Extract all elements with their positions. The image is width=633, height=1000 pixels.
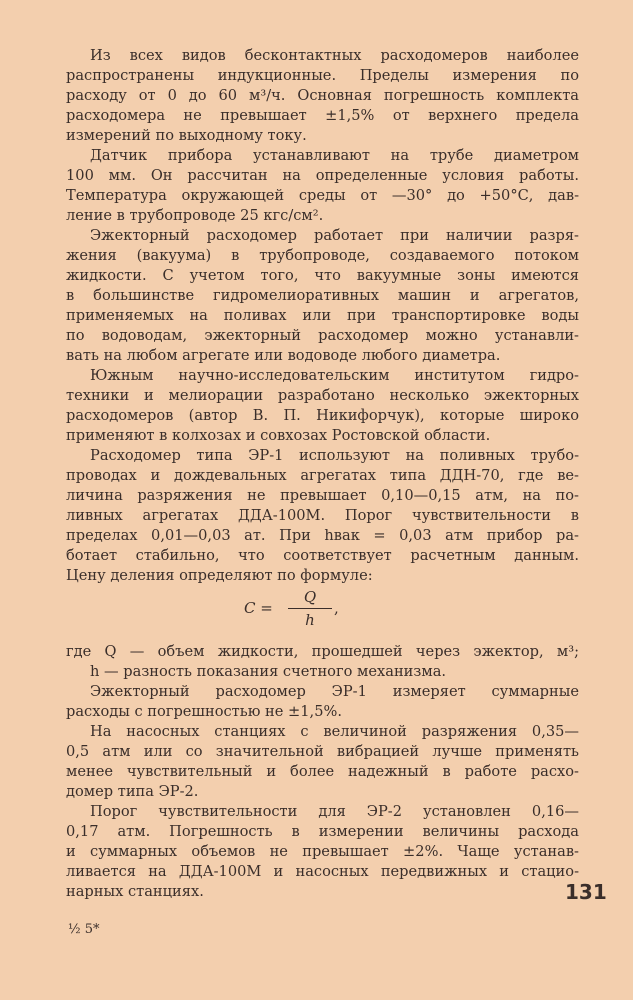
- page-number: 131: [565, 880, 607, 904]
- text-line: 0,17 атм. Погрешность в измерении величины расхода: [66, 823, 579, 840]
- text-line: расходы с погрешностью не ±1,5%.: [66, 703, 342, 720]
- page-body: [66, 46, 579, 902]
- text-line: личина разряжения не превышает 0,10—0,15 атм, на по-: [66, 487, 579, 504]
- text-line: по водоводам, эжекторный расходомер можно устанавли-: [66, 327, 579, 344]
- text-line: ливается на ДДА-100М и насосных передвижных и стацио-: [66, 863, 579, 880]
- text-line: вать на любом агрегате или водоводе любого диаметра.: [66, 347, 501, 364]
- formula-lhs: C =: [244, 599, 273, 617]
- text-line: Эжекторный расходомер работает при наличии разря-: [90, 227, 579, 244]
- text-line: расходомеров (автор В. П. Никифорчук), которые широко: [66, 407, 579, 424]
- text-line: жения (вакуума) в трубопроводе, создаваемого потоком: [66, 247, 579, 264]
- text-line: Порог чувствительности для ЭР-2 установлен 0,16—: [90, 803, 579, 820]
- text-line: распространены индукционные. Пределы измерения по: [66, 67, 579, 84]
- formula-numerator: Q: [303, 588, 317, 606]
- text-line: Расходомер типа ЭР-1 используют на поливных трубо-: [90, 447, 579, 464]
- text-line: Цену деления определяют по формуле:: [66, 567, 373, 584]
- text-line: Южным научно-исследовательским институтом гидро-: [90, 367, 579, 384]
- text-line: Из всех видов бесконтактных расходомеров наиболее: [90, 47, 579, 64]
- text-line: Эжекторный расходомер ЭР-1 измеряет суммарные: [90, 683, 579, 700]
- formula-fraction: [288, 588, 332, 629]
- text-line: жидкости. С учетом того, что вакуумные зоны имеются: [66, 267, 579, 284]
- text-line: где Q — объем жидкости, прошедшей через эжектор, м³;: [66, 643, 579, 660]
- text-line: На насосных станциях с величиной разряжения 0,35—: [90, 723, 579, 740]
- signature-mark: ½ 5*: [68, 922, 100, 937]
- text-line: Температура окружающей среды от —30° до +50°С, дав-: [66, 187, 579, 204]
- formula-trail: ,: [334, 599, 339, 617]
- text-line: Датчик прибора устанавливают на трубе диаметром: [90, 147, 579, 164]
- text-line: применяют в колхозах и совхозах Ростовской области.: [66, 427, 491, 444]
- text-line: ботает стабильно, что соответствует расчетным данным.: [66, 547, 579, 564]
- text-line: 100 мм. Он рассчитан на определенные условия работы.: [66, 167, 579, 184]
- formula: [66, 586, 579, 642]
- text-line: 0,5 атм или со значительной вибрацией лучше применять: [66, 743, 579, 760]
- text-line: техники и мелиорации разработано несколько эжекторных: [66, 387, 579, 404]
- text-line: измерений по выходному току.: [66, 127, 307, 144]
- text-line: расходу от 0 до 60 м³/ч. Основная погрешность комплекта: [66, 87, 579, 104]
- text-line: менее чувствительный и более надежный в работе расхо-: [66, 763, 579, 780]
- text-line: нарных станциях.: [66, 883, 204, 900]
- fraction-bar: [288, 608, 332, 609]
- text-line: проводах и дождевальных агрегатах типа ДДН-70, где ве-: [66, 467, 579, 484]
- text-line: и суммарных объемов не превышает ±2%. Чаще устанав-: [66, 843, 579, 860]
- text-line: в большинстве гидромелиоративных машин и агрегатов,: [66, 287, 579, 304]
- text-line: пределах 0,01—0,03 ат. При hвак = 0,03 атм прибор ра-: [66, 527, 579, 544]
- text-line: применяемых на поливах или при транспортировке воды: [66, 307, 579, 324]
- text-line: расходомера не превышает ±1,5% от верхнего предела: [66, 107, 579, 124]
- text-line: ливных агрегатах ДДА-100М. Порог чувствительности в: [66, 507, 579, 524]
- text-line: ление в трубопроводе 25 кгс/см².: [66, 207, 324, 224]
- text-line: домер типа ЭР-2.: [66, 783, 199, 800]
- text-line: h — разность показания счетного механизма.: [90, 663, 447, 680]
- formula-denominator: h: [305, 611, 315, 629]
